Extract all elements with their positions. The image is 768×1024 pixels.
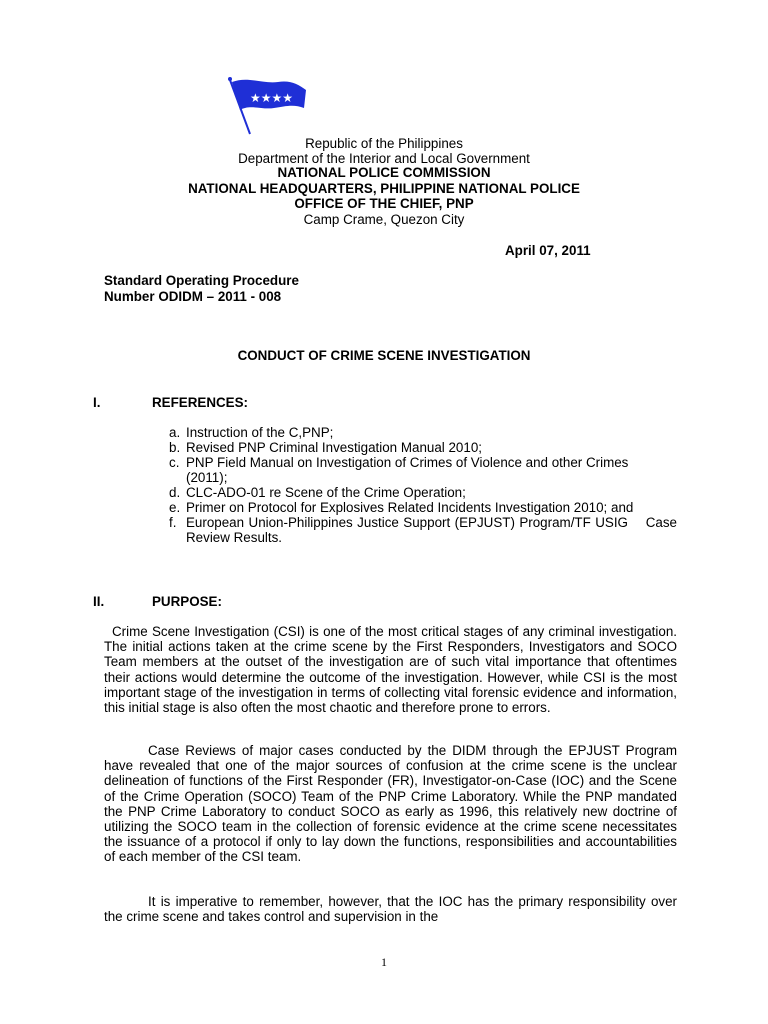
header-nhq: NATIONAL HEADQUARTERS, PHILIPPINE NATIONAL POLICE	[188, 181, 580, 196]
header-republic: Republic of the Philippines	[305, 136, 463, 151]
list-item: e. Primer on Protocol for Explosives Related Incidents Investigation 2010; and	[169, 500, 634, 515]
list-item: a. Instruction of the C,PNP;	[169, 425, 334, 440]
section-heading-purpose: PURPOSE:	[152, 594, 222, 609]
header-office: OFFICE OF THE CHIEF, PNP	[294, 196, 474, 211]
list-item: b. Revised PNP Criminal Investigation Manual 2010;	[169, 440, 482, 455]
section-number-references: I.	[93, 395, 101, 410]
list-item: d. CLC-ADO-01 re Scene of the Crime Operation;	[169, 485, 466, 500]
flag-icon	[228, 74, 308, 136]
list-item: c. PNP Field Manual on Investigation of Crimes of Violence and other Crimes (2011);	[169, 455, 629, 485]
section-heading-references: REFERENCES:	[152, 395, 248, 410]
document-date: April 07, 2011	[505, 243, 591, 258]
purpose-paragraph-3: It is imperative to remember, however, that the IOC has the primary responsibility over the crime scene and takes control and supervision in the	[104, 894, 677, 925]
header-location: Camp Crame, Quezon City	[303, 212, 465, 227]
references-list	[169, 425, 681, 545]
svg-text:★★★★: ★★★★	[250, 91, 294, 105]
page-number: 1	[381, 955, 387, 969]
document-title: CONDUCT OF CRIME SCENE INVESTIGATION	[237, 348, 531, 363]
header-department: Department of the Interior and Local Government	[238, 151, 530, 166]
pnp-flag-logo	[228, 74, 308, 136]
section-number-purpose: II.	[93, 594, 105, 609]
sop-label: Standard Operating Procedure	[104, 273, 299, 288]
header-napolcom: NATIONAL POLICE COMMISSION	[277, 165, 491, 180]
purpose-paragraph-2: Case Reviews of major cases conducted by the DIDM through the EPJUST Program have revealed that one of the major sources of confusion at the crime scene is the unclear delineation of functions of the First Responder (FR), Investigator-on-Case (IOC) and the Scene of the Crime Operation (SOCO) Team of the PNP Crime Laboratory. While the PNP mandated the PNP Crime Laboratory to conduct SOCO as early as 1996, this relatively new doctrine of utilizing the SOCO team in the collection of forensic evidence at the crime scene necessitates the issuance of a protocol if only to lay down the functions, responsibilities and accountabilities of each member of the CSI team.	[104, 743, 677, 865]
list-item: f. European Union-Philippines Justice Support (EPJUST) Program/TF USIG Case Review Results.	[169, 515, 681, 545]
purpose-paragraph-1: Crime Scene Investigation (CSI) is one of the most critical stages of any criminal investigation. The initial actions taken at the crime scene by the First Responders, Investigators and SOCO Team members at the outset of the investigation are of such vital importance that oftentimes their actions would determine the outcome of the investigation. However, while CSI is the most important stage of the investigation in terms of collecting vital forensic evidence and information, this initial stage is also often the most chaotic and therefore prone to errors.	[104, 624, 677, 716]
sop-number: Number ODIDM – 2011 - 008	[104, 289, 282, 304]
